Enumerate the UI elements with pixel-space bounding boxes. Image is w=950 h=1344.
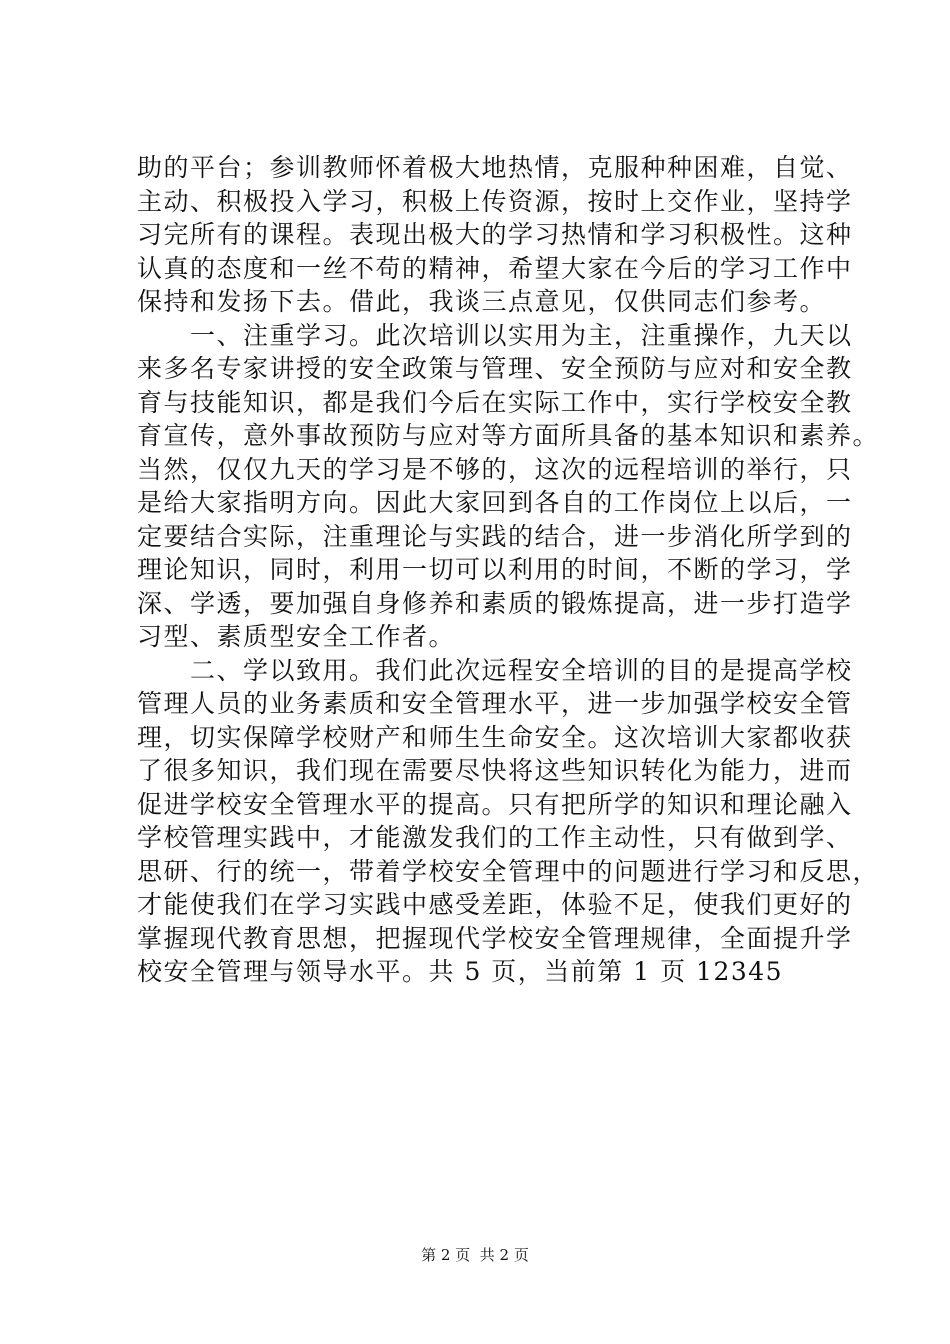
page-footer: 第 2 页 共 2 页 bbox=[421, 1246, 529, 1264]
text-line: 促进学校安全管理水平的提高。只有把所学的知识和理论融入 bbox=[137, 789, 853, 819]
text-line: 二、学以致用。我们此次远程安全培训的目的是提高学校 bbox=[137, 655, 853, 685]
text-line: 保持和发扬下去。借此，我谈三点意见，仅供同志们参考。 bbox=[137, 287, 827, 316]
text-line: 习型、素质型安全工作者。 bbox=[137, 622, 456, 651]
text-line: 深、学透，要加强自身修养和素质的锻炼提高，进一步打造学 bbox=[137, 588, 853, 618]
text-line: 定要结合实际，注重理论与实践的结合，进一步消化所学到的 bbox=[137, 521, 853, 551]
text-line: 助的平台；参训教师怀着极大地热情，克服种种困难，自觉、 bbox=[137, 153, 853, 182]
text-line: 掌握现代教育思想，把握现代学校安全管理规律，全面提升学 bbox=[137, 923, 853, 953]
text-line: 理论知识，同时，利用一切可以利用的时间，不断的学习，学 bbox=[137, 555, 853, 584]
text-line: 一、注重学习。此次培训以实用为主，注重操作，九天以 bbox=[137, 320, 853, 350]
text-line: 是给大家指明方向。因此大家回到各自的工作岗位上以后，一 bbox=[137, 488, 853, 517]
text-line: 才能使我们在学习实践中感受差距，体验不足，使我们更好的 bbox=[137, 890, 853, 919]
text-line: 育与技能知识，都是我们今后在实际工作中，实行学校安全教 bbox=[137, 387, 853, 417]
text-line: 管理人员的业务素质和安全管理水平，进一步加强学校安全管 bbox=[137, 689, 853, 718]
text-line: 育宣传，意外事故预防与应对等方面所具备的基本知识和素养。 bbox=[137, 421, 880, 450]
body-text bbox=[137, 151, 880, 989]
text-line: 来多名专家讲授的安全政策与管理、安全预防与应对和安全教 bbox=[137, 354, 853, 383]
text-line: 学校管理实践中，才能激发我们的工作主动性，只有做到学、 bbox=[137, 823, 853, 852]
text-line: 主动、积极投入学习，积极上传资源，按时上交作业，坚持学 bbox=[137, 186, 853, 216]
text-line: 思研、行的统一，带着学校安全管理中的问题进行学习和反思， bbox=[137, 856, 880, 886]
text-line: 理，切实保障学校财产和师生生命安全。这次培训大家都收获 bbox=[137, 722, 853, 752]
text-line: 认真的态度和一丝不苟的精神，希望大家在今后的学习工作中 bbox=[137, 253, 853, 283]
text-line: 习完所有的课程。表现出极大的学习热情和学习积极性。这种 bbox=[137, 220, 853, 249]
text-line: 校安全管理与领导水平。共 5 页，当前第 1 页 12345 bbox=[137, 957, 784, 986]
text-line: 了很多知识，我们现在需要尽快将这些知识转化为能力，进而 bbox=[137, 756, 853, 785]
text-line: 当然，仅仅九天的学习是不够的，这次的远程培训的举行，只 bbox=[137, 454, 853, 484]
